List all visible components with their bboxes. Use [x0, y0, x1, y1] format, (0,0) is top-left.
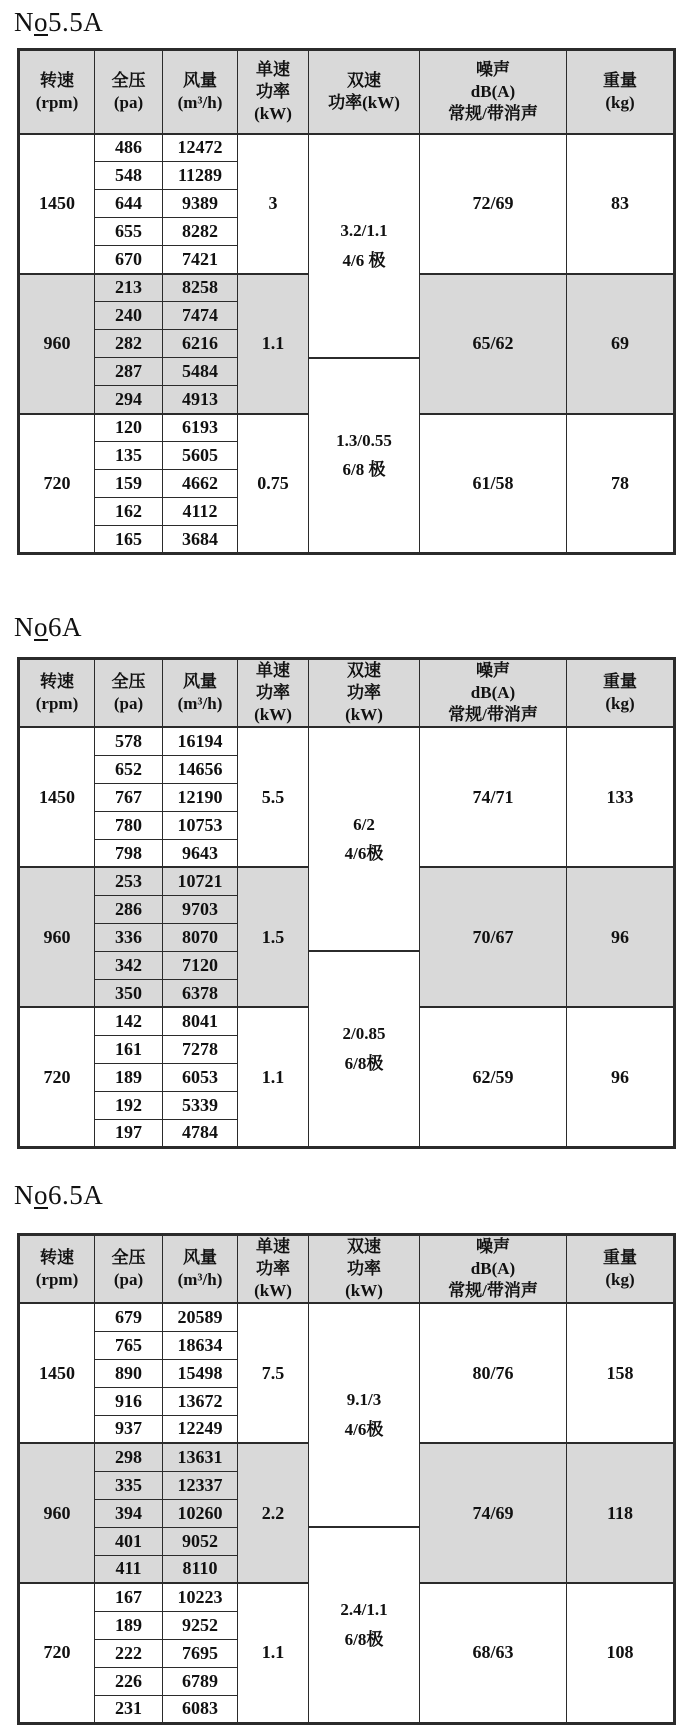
header-line: (kW): [345, 1280, 383, 1300]
airflow-cell: 12337: [163, 1471, 238, 1499]
header-line: 功率(kW): [328, 92, 400, 112]
col-header-single-power: [238, 1234, 309, 1303]
col-header-noise: [420, 50, 567, 134]
airflow-cell: 8041: [163, 1007, 238, 1035]
airflow-cell: 7474: [163, 302, 238, 330]
weight-cell: 133: [567, 727, 675, 867]
double-power-line: 2.4/1.1: [340, 1600, 388, 1620]
single-power-cell: 1.1: [238, 274, 309, 414]
rpm-cell: 1450: [19, 134, 95, 274]
col-header-double-power: [309, 50, 420, 134]
col-header-weight: [567, 1234, 675, 1303]
pressure-cell: 335: [95, 1471, 163, 1499]
header-line: dB(A): [470, 683, 516, 703]
airflow-cell: 6193: [163, 414, 238, 442]
single-power-cell: 7.5: [238, 1303, 309, 1443]
pressure-cell: 548: [95, 162, 163, 190]
noise-cell: 74/69: [420, 1443, 567, 1583]
airflow-cell: 4112: [163, 498, 238, 526]
header-line: 功率: [256, 81, 290, 101]
airflow-cell: 13672: [163, 1387, 238, 1415]
header-line: 功率: [347, 1258, 381, 1278]
double-power-line: 6/8 极: [342, 460, 386, 480]
header-line: 双速: [347, 661, 381, 680]
rpm-cell: 1450: [19, 1303, 95, 1443]
header-line: (kW): [254, 103, 292, 123]
header-line: 风量: [183, 70, 217, 90]
header-line: (kW): [254, 705, 292, 725]
double-power-line: 1.3/0.55: [336, 430, 392, 450]
title-prefix: N: [14, 612, 34, 642]
header-line: 常规/带消声: [448, 1280, 538, 1300]
rpm-cell: 960: [19, 1443, 95, 1583]
pressure-cell: 411: [95, 1555, 163, 1583]
col-header-airflow: [163, 659, 238, 728]
pressure-cell: 286: [95, 895, 163, 923]
title-model: 6.5A: [48, 1179, 104, 1210]
pressure-cell: 342: [95, 951, 163, 979]
col-header-double-power: [309, 1234, 420, 1303]
weight-cell: 96: [567, 1007, 675, 1147]
spec-table-holder: [17, 657, 700, 1149]
title-numero-o: o: [34, 612, 48, 642]
pressure-cell: 350: [95, 979, 163, 1007]
double-power-cell: [309, 358, 420, 554]
header-line: 风量: [183, 1247, 217, 1267]
pressure-cell: 394: [95, 1499, 163, 1527]
title-prefix: N: [14, 1179, 34, 1210]
airflow-cell: 4913: [163, 386, 238, 414]
pressure-cell: 135: [95, 442, 163, 470]
pressure-cell: 916: [95, 1387, 163, 1415]
header-line: (m³/h): [177, 1269, 223, 1289]
pressure-cell: 644: [95, 190, 163, 218]
spec-table: [17, 1233, 676, 1725]
pressure-cell: 120: [95, 414, 163, 442]
airflow-cell: 9052: [163, 1527, 238, 1555]
pressure-cell: 486: [95, 134, 163, 162]
airflow-cell: 10223: [163, 1583, 238, 1611]
header-line: (m³/h): [177, 694, 223, 714]
col-header-speed: [19, 50, 95, 134]
pressure-cell: 253: [95, 867, 163, 895]
pressure-cell: 937: [95, 1415, 163, 1443]
noise-cell: 72/69: [420, 134, 567, 274]
single-power-cell: 2.2: [238, 1443, 309, 1583]
rpm-cell: 960: [19, 867, 95, 1007]
noise-cell: 65/62: [420, 274, 567, 414]
pressure-cell: 401: [95, 1527, 163, 1555]
pressure-cell: 197: [95, 1119, 163, 1147]
airflow-cell: 13631: [163, 1443, 238, 1471]
airflow-cell: 6789: [163, 1667, 238, 1695]
airflow-cell: 6216: [163, 330, 238, 358]
col-header-airflow: [163, 50, 238, 134]
airflow-cell: 16194: [163, 727, 238, 755]
double-power-line: 4/6 极: [342, 250, 386, 270]
col-header-airflow: [163, 1234, 238, 1303]
airflow-cell: 6053: [163, 1063, 238, 1091]
header-line: (pa): [113, 694, 144, 714]
double-power-line: 4/6极: [344, 1420, 384, 1440]
header-line: 重量: [603, 1247, 637, 1267]
double-power-line: 6/8极: [344, 1054, 384, 1074]
pressure-cell: 670: [95, 246, 163, 274]
pressure-cell: 655: [95, 218, 163, 246]
spec-table-holder: [17, 1233, 700, 1725]
title-model: 6A: [48, 612, 82, 642]
double-power-cell: [309, 727, 420, 951]
header-line: (m³/h): [177, 92, 223, 112]
airflow-cell: 12249: [163, 1415, 238, 1443]
header-line: (kg): [605, 694, 635, 714]
title-numero-o: o: [34, 7, 48, 37]
header-line: 重量: [603, 672, 637, 692]
pressure-cell: 890: [95, 1359, 163, 1387]
col-header-single-power: [238, 659, 309, 728]
single-power-cell: 1.1: [238, 1007, 309, 1147]
header-line: 转速: [40, 1247, 74, 1267]
airflow-cell: 9389: [163, 190, 238, 218]
airflow-cell: 8110: [163, 1555, 238, 1583]
weight-cell: 158: [567, 1303, 675, 1443]
double-power-cell: [309, 951, 420, 1147]
header-line: (pa): [113, 92, 144, 112]
header-line: dB(A): [470, 1258, 516, 1278]
header-line: 单速: [256, 1236, 290, 1256]
rpm-cell: 720: [19, 1583, 95, 1723]
fan-spec-section-6a: [14, 611, 700, 1149]
airflow-cell: 5339: [163, 1091, 238, 1119]
airflow-cell: 20589: [163, 1303, 238, 1331]
airflow-cell: 9252: [163, 1611, 238, 1639]
fan-spec-section-5-5a: [14, 6, 700, 555]
col-header-weight: [567, 659, 675, 728]
pressure-cell: 780: [95, 811, 163, 839]
header-line: 噪声: [476, 661, 510, 680]
noise-cell: 80/76: [420, 1303, 567, 1443]
airflow-cell: 11289: [163, 162, 238, 190]
pressure-cell: 336: [95, 923, 163, 951]
col-header-single-power: [238, 50, 309, 134]
single-power-cell: 0.75: [238, 414, 309, 554]
pressure-cell: 142: [95, 1007, 163, 1035]
single-power-cell: 3: [238, 134, 309, 274]
header-line: 双速: [347, 1236, 381, 1256]
header-line: 功率: [256, 1258, 290, 1278]
rpm-cell: 1450: [19, 727, 95, 867]
weight-cell: 69: [567, 274, 675, 414]
col-header-pressure: [95, 659, 163, 728]
double-power-line: 2/0.85: [342, 1024, 386, 1044]
spec-table: [17, 657, 676, 1149]
pressure-cell: 226: [95, 1667, 163, 1695]
col-header-speed: [19, 1234, 95, 1303]
header-line: 功率: [256, 683, 290, 703]
title-prefix: N: [14, 7, 34, 37]
double-power-cell: [309, 134, 420, 358]
airflow-cell: 5484: [163, 358, 238, 386]
airflow-cell: 10721: [163, 867, 238, 895]
double-power-line: 6/8极: [344, 1629, 384, 1649]
noise-cell: 62/59: [420, 1007, 567, 1147]
pressure-cell: 652: [95, 755, 163, 783]
header-line: 转速: [40, 672, 74, 692]
pressure-cell: 165: [95, 526, 163, 554]
pressure-cell: 287: [95, 358, 163, 386]
col-header-noise: [420, 659, 567, 728]
airflow-cell: 4662: [163, 470, 238, 498]
airflow-cell: 4784: [163, 1119, 238, 1147]
header-line: (rpm): [35, 694, 79, 714]
noise-cell: 68/63: [420, 1583, 567, 1723]
col-header-noise: [420, 1234, 567, 1303]
airflow-cell: 6378: [163, 979, 238, 1007]
header-line: (kW): [345, 705, 383, 725]
header-line: 重量: [603, 70, 637, 90]
spec-table-holder: [17, 48, 700, 555]
pressure-cell: 294: [95, 386, 163, 414]
weight-cell: 108: [567, 1583, 675, 1723]
header-line: (rpm): [35, 92, 79, 112]
airflow-cell: 18634: [163, 1331, 238, 1359]
title-numero-o: o: [34, 1179, 48, 1210]
col-header-pressure: [95, 1234, 163, 1303]
weight-cell: 83: [567, 134, 675, 274]
header-line: 转速: [40, 70, 74, 90]
rpm-cell: 720: [19, 414, 95, 554]
airflow-cell: 7278: [163, 1035, 238, 1063]
header-line: (kW): [254, 1280, 292, 1300]
header-line: 单速: [256, 661, 290, 680]
airflow-cell: 6083: [163, 1695, 238, 1723]
pressure-cell: 213: [95, 274, 163, 302]
col-header-speed: [19, 659, 95, 728]
header-line: 单速: [256, 59, 290, 79]
noise-cell: 74/71: [420, 727, 567, 867]
pressure-cell: 167: [95, 1583, 163, 1611]
header-line: (rpm): [35, 1269, 79, 1289]
header-line: 常规/带消声: [448, 103, 538, 123]
pressure-cell: 298: [95, 1443, 163, 1471]
pressure-cell: 798: [95, 839, 163, 867]
rpm-cell: 960: [19, 274, 95, 414]
weight-cell: 118: [567, 1443, 675, 1583]
header-line: 常规/带消声: [448, 705, 538, 725]
header-line: 全压: [111, 672, 146, 692]
airflow-cell: 8070: [163, 923, 238, 951]
pressure-cell: 159: [95, 470, 163, 498]
airflow-cell: 15498: [163, 1359, 238, 1387]
header-line: (pa): [113, 1269, 144, 1289]
single-power-cell: 5.5: [238, 727, 309, 867]
header-line: 噪声: [476, 59, 510, 79]
pressure-cell: 765: [95, 1331, 163, 1359]
header-line: 全压: [111, 70, 146, 90]
single-power-cell: 1.5: [238, 867, 309, 1007]
airflow-cell: 7120: [163, 951, 238, 979]
pressure-cell: 161: [95, 1035, 163, 1063]
double-power-line: 4/6极: [344, 844, 384, 864]
airflow-cell: 5605: [163, 442, 238, 470]
header-line: dB(A): [470, 81, 516, 101]
weight-cell: 96: [567, 867, 675, 1007]
header-line: 双速: [347, 70, 381, 90]
airflow-cell: 10260: [163, 1499, 238, 1527]
pressure-cell: 222: [95, 1639, 163, 1667]
rpm-cell: 720: [19, 1007, 95, 1147]
pressure-cell: 231: [95, 1695, 163, 1723]
col-header-pressure: [95, 50, 163, 134]
header-line: (kg): [605, 1269, 635, 1289]
pressure-cell: 578: [95, 727, 163, 755]
title-model: 5.5A: [48, 7, 104, 37]
double-power-cell: [309, 1527, 420, 1723]
airflow-cell: 9643: [163, 839, 238, 867]
double-power-cell: [309, 1303, 420, 1527]
header-line: (kg): [605, 92, 635, 112]
airflow-cell: 7421: [163, 246, 238, 274]
double-power-line: 6/2: [353, 814, 375, 834]
header-line: 风量: [183, 672, 217, 692]
weight-cell: 78: [567, 414, 675, 554]
double-power-line: 9.1/3: [346, 1390, 382, 1410]
airflow-cell: 7695: [163, 1639, 238, 1667]
double-power-line: 3.2/1.1: [340, 220, 388, 240]
pressure-cell: 240: [95, 302, 163, 330]
header-line: 功率: [347, 683, 381, 703]
section-title: [14, 6, 700, 38]
spec-table: [17, 48, 676, 555]
pressure-cell: 189: [95, 1611, 163, 1639]
single-power-cell: 1.1: [238, 1583, 309, 1723]
section-title: [14, 1179, 700, 1211]
header-line: 噪声: [476, 1236, 510, 1256]
fan-spec-section-6-5a: [14, 1179, 700, 1725]
col-header-double-power: [309, 659, 420, 728]
noise-cell: 61/58: [420, 414, 567, 554]
airflow-cell: 8258: [163, 274, 238, 302]
pressure-cell: 189: [95, 1063, 163, 1091]
pressure-cell: 192: [95, 1091, 163, 1119]
airflow-cell: 8282: [163, 218, 238, 246]
section-title: [14, 611, 700, 643]
airflow-cell: 12472: [163, 134, 238, 162]
pressure-cell: 767: [95, 783, 163, 811]
noise-cell: 70/67: [420, 867, 567, 1007]
pressure-cell: 679: [95, 1303, 163, 1331]
airflow-cell: 10753: [163, 811, 238, 839]
airflow-cell: 14656: [163, 755, 238, 783]
pressure-cell: 162: [95, 498, 163, 526]
header-line: 全压: [111, 1247, 146, 1267]
airflow-cell: 3684: [163, 526, 238, 554]
airflow-cell: 12190: [163, 783, 238, 811]
pressure-cell: 282: [95, 330, 163, 358]
col-header-weight: [567, 50, 675, 134]
airflow-cell: 9703: [163, 895, 238, 923]
